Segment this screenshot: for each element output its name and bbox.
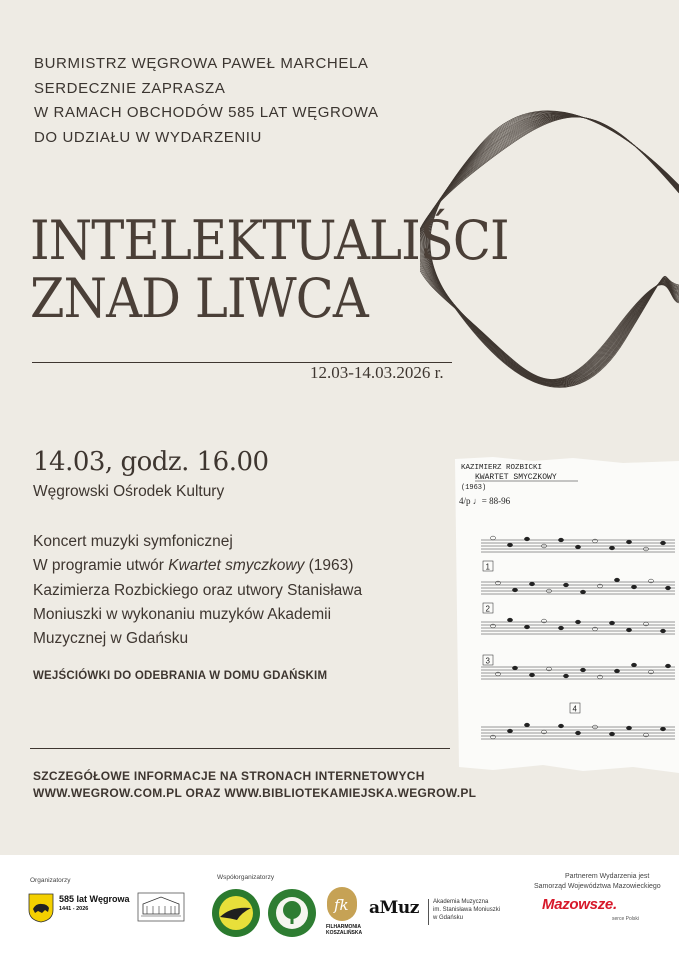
- event-title: [30, 209, 509, 330]
- tickets-note: WEJŚCIÓWKI DO ODEBRANIA W DOMU GDAŃSKIM: [33, 670, 328, 682]
- score-tempo: 4/p ♩= 88-96: [459, 496, 511, 506]
- score-year: (1963): [461, 484, 487, 492]
- organizers-label: Organizatorzy: [30, 877, 71, 884]
- invitation-text: [34, 52, 454, 150]
- description-line: W programie utwór Kwartet smyczkowy (1963): [33, 557, 354, 575]
- description-line: Kazimierza Rozbickiego oraz utwory Stanisława: [33, 581, 363, 599]
- description-line: Koncert muzyki symfonicznej: [33, 533, 233, 550]
- divider-line: [30, 748, 450, 749]
- logo-585-title: 585 lat Węgrowa: [59, 894, 130, 904]
- event-description: [33, 530, 433, 651]
- amuz-name-2: im. Stanisława Moniuszki: [433, 907, 501, 913]
- event-date-time: 14.03, godz. 16.00: [33, 447, 269, 477]
- sheet-music-image: [453, 455, 679, 775]
- logo-585-years: 1441 - 2026: [59, 906, 89, 912]
- mazowsze-logo: Mazowsze.: [542, 896, 617, 913]
- description-line: Moniuszki w wykonaniu muzyków Akademii: [33, 605, 332, 623]
- info-line: SZCZEGÓŁOWE INFORMACJE NA STRONACH INTERNETOWYCH: [33, 769, 425, 783]
- invitation-line: DO UDZIAŁU W WYDARZENIU: [34, 128, 262, 146]
- association-bird-logo: [211, 888, 261, 938]
- wegrow-crest-logo: [28, 893, 54, 923]
- svg-text:3: 3: [485, 656, 490, 666]
- description-line: Muzycznej w Gdańsku: [33, 630, 189, 648]
- invitation-line: SERDECZNIE ZAPRASZA: [34, 79, 226, 97]
- score-composer: KAZIMIERZ ROZBICKI: [461, 464, 543, 472]
- coorganizers-label: Współorganizatorzy: [217, 874, 275, 881]
- filharmonia-name-1: FILHARMONIA: [326, 924, 361, 930]
- festival-dates: 12.03-14.03.2026 r.: [310, 363, 444, 382]
- invitation-line: BURMISTRZ WĘGROWA PAWEŁ MARCHELA: [34, 55, 369, 72]
- score-work: KWARTET SMYCZKOWY: [475, 473, 557, 482]
- library-building-logo: [137, 892, 185, 922]
- invitation-line: W RAMACH OBCHODÓW 585 LAT WĘGROWA: [34, 104, 379, 121]
- svg-text:fk: fk: [334, 896, 349, 914]
- filharmonia-name-2: KOSZALIŃSKA: [326, 930, 363, 936]
- partners-line-1: Partnerem Wydarzenia jest: [565, 873, 650, 880]
- svg-text:2: 2: [485, 604, 490, 614]
- amuz-name-3: w Gdańsku: [433, 915, 464, 921]
- filharmonia-logo: [327, 887, 357, 921]
- partners-line-2: Samorząd Województwa Mazowieckiego: [534, 883, 661, 890]
- tree-circle-logo: [267, 888, 317, 938]
- mazowsze-tagline: serce Polski: [612, 916, 639, 922]
- amuz-logo: aMuz: [369, 898, 419, 918]
- title-line-2: ZNAD LIWCA: [30, 267, 368, 330]
- amuz-name-1: Akademia Muzyczna: [433, 899, 489, 905]
- title-line-1: INTELEKTUALIŚCI: [30, 209, 509, 272]
- event-venue: Węgrowski Ośrodek Kultury: [33, 483, 225, 500]
- work-title: Kwartet smyczkowy: [168, 557, 305, 575]
- svg-text:4: 4: [572, 704, 577, 714]
- amuz-divider: [428, 899, 429, 925]
- info-text: [33, 768, 476, 802]
- sponsors-footer: [0, 855, 679, 960]
- svg-text:1: 1: [485, 562, 490, 572]
- info-line: WWW.WEGROW.COM.PL ORAZ WWW.BIBLIOTEKAMIEJSKA.WEGROW.PL: [33, 786, 477, 800]
